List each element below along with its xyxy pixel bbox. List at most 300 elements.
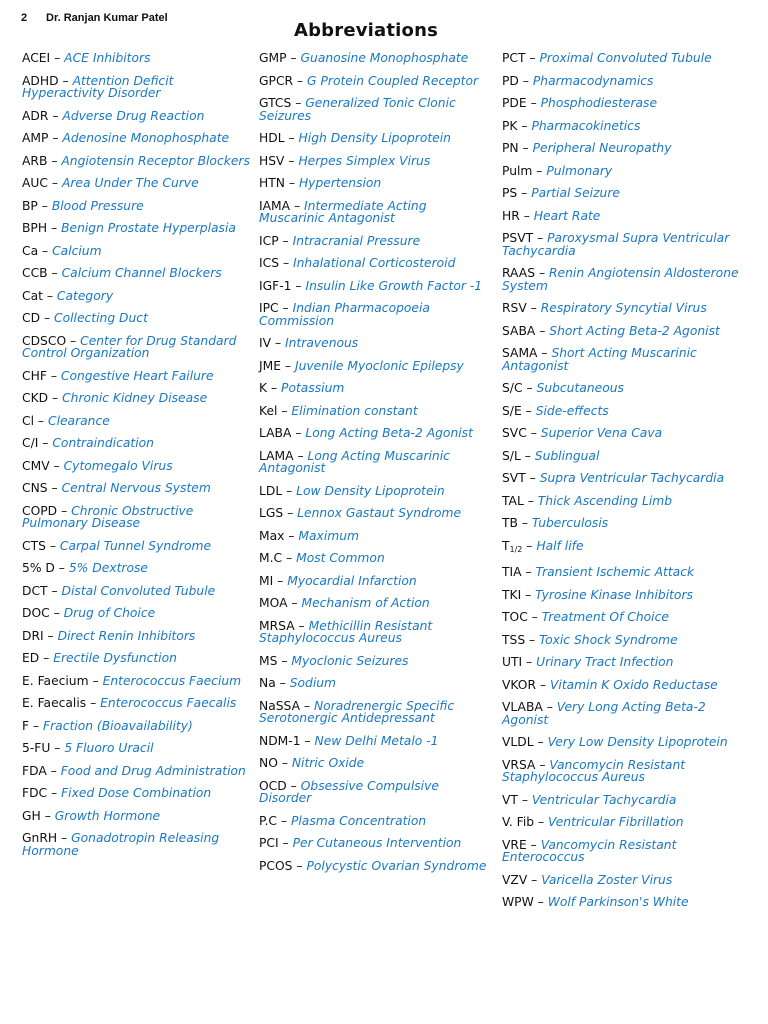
abbreviation-definition: Guanosine Monophosphate xyxy=(300,51,469,65)
abbreviation-term: VT xyxy=(502,792,518,807)
dash-separator: – xyxy=(533,231,548,245)
abbreviation-entry xyxy=(22,155,252,168)
abbreviation-definition: Collecting Duct xyxy=(54,311,148,325)
abbreviation-entry xyxy=(502,302,752,315)
abbreviation-definition: Blood Pressure xyxy=(51,198,144,213)
abbreviation-definition: Treatment Of Choice xyxy=(541,610,669,624)
abbreviation-entry xyxy=(502,589,752,602)
abbreviation-entry xyxy=(502,634,752,647)
abbreviation-entry xyxy=(22,832,252,857)
abbreviation-definition: Benign Prostate Hyperplasia xyxy=(61,221,236,235)
dash-separator: – xyxy=(526,426,541,440)
abbreviation-term: PD xyxy=(502,73,519,88)
abbreviation-term: ICP xyxy=(259,233,279,248)
abbreviation-definition: Wolf Parkinson's White xyxy=(547,895,689,909)
abbreviation-entry xyxy=(259,507,493,520)
abbreviation-term: NO xyxy=(259,756,278,770)
abbreviation-definition: Urinary Tract Infection xyxy=(536,655,674,669)
abbreviation-term: Pulm xyxy=(502,163,533,178)
dash-separator: – xyxy=(278,836,293,850)
abbreviation-definition: Enterococcus Faecium xyxy=(102,673,242,688)
dash-separator: – xyxy=(517,516,532,530)
dash-separator: – xyxy=(537,346,552,360)
abbreviation-definition: Varicella Zoster Virus xyxy=(541,872,673,887)
abbreviation-term: BP xyxy=(22,198,38,213)
abbreviation-term: PDE xyxy=(502,96,527,110)
abbreviation-definition: Fraction (Bioavailability) xyxy=(43,718,193,733)
dash-separator: – xyxy=(526,301,541,315)
abbreviation-term: S/C xyxy=(502,381,523,395)
abbreviation-entry xyxy=(22,482,252,495)
abbreviation-term: VRSA xyxy=(502,757,536,772)
abbreviation-definition: Indian Pharmacopoeia Commission xyxy=(259,301,430,328)
abbreviation-entry xyxy=(259,620,493,645)
abbreviation-term: GnRH xyxy=(22,831,58,845)
abbreviation-entry xyxy=(502,816,752,829)
abbreviation-entry xyxy=(259,405,493,418)
abbreviation-definition: Vitamin K Oxido Reductase xyxy=(550,677,718,692)
abbreviation-term: CCB xyxy=(22,266,48,280)
abbreviation-definition: Per Cutaneous Intervention xyxy=(292,836,462,850)
abbreviation-term: TSS xyxy=(502,632,526,647)
abbreviation-entry xyxy=(502,210,752,223)
dash-separator: – xyxy=(46,763,61,778)
abbreviation-term: ACEI xyxy=(22,51,51,65)
abbreviation-term: S/L xyxy=(502,448,521,463)
abbreviation-definition: Very Long Acting Beta-2 Agonist xyxy=(502,700,706,727)
dash-separator: – xyxy=(54,561,69,575)
abbreviation-entry xyxy=(502,656,752,669)
dash-separator: – xyxy=(34,413,48,428)
dash-separator: – xyxy=(284,176,299,190)
abbreviation-entry xyxy=(502,517,752,530)
abbreviation-term: IAMA xyxy=(259,198,291,213)
abbreviation-term: CDSCO xyxy=(22,333,67,348)
abbreviation-entry xyxy=(259,780,493,805)
abbreviation-entry xyxy=(259,655,493,668)
abbreviation-entry xyxy=(502,75,752,88)
abbreviation-term: CNS xyxy=(22,481,48,495)
dash-separator: – xyxy=(46,368,61,383)
dash-separator: – xyxy=(517,186,532,200)
abbreviation-entry xyxy=(22,437,252,450)
abbreviation-entry xyxy=(259,177,493,190)
dash-separator: – xyxy=(57,831,72,845)
abbreviation-definition: Subcutaneous xyxy=(536,381,624,395)
abbreviation-entry xyxy=(22,110,252,123)
dash-separator: – xyxy=(525,51,540,65)
abbreviation-term: Ca xyxy=(22,243,39,258)
dash-separator: – xyxy=(57,503,72,518)
abbreviation-definition: Congestive Heart Failure xyxy=(60,368,214,383)
dash-separator: – xyxy=(519,208,534,223)
dash-separator: – xyxy=(38,243,53,258)
abbreviation-entry xyxy=(22,810,252,823)
abbreviation-column-2 xyxy=(259,52,493,882)
abbreviation-entry xyxy=(502,679,752,692)
abbreviation-entry xyxy=(502,495,752,508)
abbreviation-entry xyxy=(502,736,752,749)
abbreviation-term: TIA xyxy=(502,565,522,579)
abbreviation-term: DRI xyxy=(22,628,44,643)
abbreviation-term: 5-FU xyxy=(22,741,51,755)
abbreviation-term: GH xyxy=(22,808,41,823)
abbreviation-term: RSV xyxy=(502,301,527,315)
abbreviation-term: NDM-1 xyxy=(259,733,301,748)
abbreviation-term: PSVT xyxy=(502,231,534,245)
abbreviation-definition: Mechanism of Action xyxy=(301,596,430,610)
abbreviation-definition: Transient Ischemic Attack xyxy=(535,565,695,579)
dash-separator: – xyxy=(267,381,282,395)
abbreviation-term: CKD xyxy=(22,391,49,405)
abbreviation-entry xyxy=(259,700,493,725)
abbreviation-definition: Generalized Tonic Clonic Seizures xyxy=(259,96,456,123)
abbreviation-term: V. Fib xyxy=(502,815,535,829)
abbreviation-definition: Adenosine Monophosphate xyxy=(62,131,230,145)
abbreviation-term: JME xyxy=(259,358,282,373)
dash-separator: – xyxy=(38,436,53,450)
dash-separator: – xyxy=(286,51,301,65)
dash-separator: – xyxy=(281,358,295,373)
abbreviation-term: SAMA xyxy=(502,346,538,360)
abbreviation-definition: Contraindication xyxy=(52,436,154,450)
abbreviation-term: UTI xyxy=(502,655,523,669)
abbreviation-definition: Distal Convoluted Tubule xyxy=(61,583,216,598)
abbreviation-definition: Potassium xyxy=(281,381,345,395)
dash-separator: – xyxy=(522,381,537,395)
abbreviation-term: Cat xyxy=(22,288,43,303)
dash-separator: – xyxy=(47,786,62,800)
abbreviation-definition: Plasma Concentration xyxy=(290,813,427,828)
abbreviation-entry xyxy=(502,759,752,784)
abbreviation-term: LABA xyxy=(259,426,292,440)
abbreviation-term: SVT xyxy=(502,471,526,485)
abbreviation-entry xyxy=(502,566,752,579)
dash-separator: – xyxy=(518,141,533,155)
dash-separator: – xyxy=(526,837,541,852)
abbreviation-entry xyxy=(22,267,252,280)
abbreviation-term: CD xyxy=(22,311,41,325)
dash-separator: – xyxy=(48,391,63,405)
dash-separator: – xyxy=(521,565,536,579)
abbreviation-definition: Area Under The Curve xyxy=(61,176,199,190)
abbreviation-term: PS xyxy=(502,186,518,200)
abbreviation-term: VLDL xyxy=(502,735,534,749)
abbreviation-definition: Half life xyxy=(536,538,584,553)
abbreviation-definition: Chronic Kidney Disease xyxy=(62,391,208,405)
page-header xyxy=(0,0,768,48)
abbreviation-entry xyxy=(259,337,493,350)
abbreviation-definition: Sublingual xyxy=(534,448,600,463)
dash-separator: – xyxy=(271,336,286,350)
abbreviation-definition: Angiotensin Receptor Blockers xyxy=(61,153,250,168)
abbreviation-entry xyxy=(259,97,493,122)
dash-separator: – xyxy=(527,872,542,887)
abbreviation-definition: Peripheral Neuropathy xyxy=(532,141,672,155)
abbreviation-entry xyxy=(22,52,252,65)
dash-separator: – xyxy=(277,756,292,770)
abbreviation-definition: Long Acting Muscarinic Antagonist xyxy=(259,448,450,475)
dash-separator: – xyxy=(535,757,550,772)
abbreviation-term: ICS xyxy=(259,256,280,270)
dash-separator: – xyxy=(290,198,305,213)
abbreviation-definition: Myocardial Infarction xyxy=(287,573,417,588)
abbreviation-entry xyxy=(22,392,252,405)
abbreviation-definition: Calcium xyxy=(52,243,102,258)
abbreviation-term: Kel xyxy=(259,403,278,418)
dash-separator: – xyxy=(292,858,307,873)
abbreviation-entry xyxy=(502,611,752,624)
abbreviation-term: MRSA xyxy=(259,618,295,633)
dash-separator: – xyxy=(277,653,292,668)
abbreviation-entry xyxy=(259,382,493,395)
abbreviation-definition: Toxic Shock Syndrome xyxy=(539,632,678,647)
abbreviation-definition: Paroxysmal Supra Ventricular Tachycardia xyxy=(502,231,730,258)
abbreviation-definition: Central Nervous System xyxy=(61,481,211,495)
abbreviation-term: MI xyxy=(259,573,274,588)
abbreviation-entry xyxy=(259,860,493,873)
abbreviation-term: GPCR xyxy=(259,73,294,88)
abbreviation-entry xyxy=(502,52,752,65)
abbreviation-definition: Supra Ventricular Tachycardia xyxy=(539,471,725,485)
abbreviation-entry xyxy=(22,245,252,258)
abbreviation-definition: Methicillin Resistant Staphylococcus Aureus xyxy=(259,618,433,645)
abbreviation-term: HDL xyxy=(259,131,285,145)
abbreviation-entry xyxy=(22,290,252,303)
abbreviation-entry xyxy=(502,839,752,864)
abbreviation-definition: Most Common xyxy=(296,551,385,565)
abbreviation-term: K xyxy=(259,381,268,395)
abbreviation-entry xyxy=(22,765,252,778)
abbreviation-term: DOC xyxy=(22,606,50,620)
dash-separator: – xyxy=(520,448,535,463)
dash-separator: – xyxy=(300,733,315,748)
abbreviation-term: CTS xyxy=(22,538,46,553)
abbreviation-term: Na xyxy=(259,676,276,690)
abbreviation-definition: Phosphodiesterase xyxy=(540,96,658,110)
abbreviation-entry xyxy=(259,552,493,565)
dash-separator: – xyxy=(47,221,62,235)
abbreviation-definition: Intravenous xyxy=(285,336,359,350)
abbreviation-term: CMV xyxy=(22,458,50,473)
abbreviation-entry xyxy=(22,415,252,428)
abbreviation-definition: Enterococcus Faecalis xyxy=(100,696,237,710)
abbreviation-entry xyxy=(22,675,252,688)
abbreviation-term: HTN xyxy=(259,176,285,190)
dash-separator: – xyxy=(534,815,549,829)
abbreviation-definition: Proximal Convoluted Tubule xyxy=(539,51,712,65)
dash-separator: – xyxy=(517,792,532,807)
abbreviation-definition: High Density Lipoprotein xyxy=(298,131,451,145)
abbreviation-definition: Intracranial Pressure xyxy=(292,233,421,248)
abbreviation-definition: Cytomegalo Virus xyxy=(63,458,173,473)
abbreviation-term: T xyxy=(502,538,510,553)
dash-separator: – xyxy=(47,153,62,168)
abbreviation-entry xyxy=(502,450,752,463)
abbreviation-term: COPD xyxy=(22,503,58,518)
abbreviation-entry xyxy=(502,472,752,485)
abbreviation-entry xyxy=(502,120,752,133)
abbreviation-definition: Nitric Oxide xyxy=(291,756,365,770)
abbreviation-definition: Fixed Dose Combination xyxy=(61,786,212,800)
dash-separator: – xyxy=(284,153,299,168)
abbreviation-term: PCOS xyxy=(259,858,293,873)
abbreviation-column-3 xyxy=(502,52,752,919)
abbreviation-entry xyxy=(22,540,252,553)
abbreviation-definition: Obsessive Compulsive Disorder xyxy=(259,778,439,805)
dash-separator: – xyxy=(49,606,64,620)
abbreviation-term: IPC xyxy=(259,301,279,315)
abbreviation-definition: 5 Fluoro Uracil xyxy=(64,741,154,755)
abbreviation-definition: Herpes Simplex Virus xyxy=(298,153,431,168)
abbreviation-term: P.C xyxy=(259,813,277,828)
abbreviation-entry xyxy=(502,267,752,292)
abbreviation-term: IGF-1 xyxy=(259,278,292,293)
abbreviation-definition: Calcium Channel Blockers xyxy=(61,266,222,280)
abbreviation-entry xyxy=(259,427,493,440)
abbreviation-definition: Thick Ascending Limb xyxy=(537,493,673,508)
dash-separator: – xyxy=(287,596,302,610)
abbreviation-entry xyxy=(259,235,493,248)
abbreviation-definition: New Delhi Metalo -1 xyxy=(314,733,439,748)
abbreviation-entry xyxy=(22,312,252,325)
abbreviation-term: PN xyxy=(502,141,519,155)
dash-separator: – xyxy=(284,131,299,145)
dash-separator: – xyxy=(294,618,309,633)
abbreviation-definition: Food and Drug Administration xyxy=(60,763,246,778)
abbreviation-definition: Pharmacokinetics xyxy=(531,118,641,133)
dash-separator: – xyxy=(535,266,549,280)
dash-separator: – xyxy=(282,483,297,498)
abbreviation-definition: Superior Vena Cava xyxy=(540,426,663,440)
dash-separator: – xyxy=(521,403,536,418)
abbreviation-term: F xyxy=(22,718,30,733)
abbreviation-entry xyxy=(259,360,493,373)
abbreviation-entry xyxy=(502,540,752,557)
dash-separator: – xyxy=(293,448,308,463)
abbreviation-definition: Vancomycin Resistant Staphylococcus Aureus xyxy=(502,757,686,784)
abbreviation-term: OCD xyxy=(259,778,287,793)
abbreviation-definition: Pharmacodynamics xyxy=(532,73,654,88)
dash-separator: – xyxy=(535,323,550,338)
abbreviation-definition: Long Acting Beta-2 Agonist xyxy=(305,426,473,440)
abbreviation-definition: Short Acting Muscarinic Antagonist xyxy=(502,346,697,373)
abbreviation-entry xyxy=(502,142,752,155)
abbreviation-entry xyxy=(502,382,752,395)
abbreviation-definition: Heart Rate xyxy=(533,208,601,223)
abbreviation-definition: Very Low Density Lipoprotein xyxy=(547,735,728,749)
abbreviation-entry xyxy=(22,787,252,800)
dash-separator: – xyxy=(525,632,540,647)
dash-separator: – xyxy=(542,700,557,714)
abbreviation-term: LGS xyxy=(259,506,284,520)
dash-separator: – xyxy=(526,96,541,110)
abbreviation-definition: Growth Hormone xyxy=(54,808,161,823)
abbreviation-definition: Short Acting Beta-2 Agonist xyxy=(549,323,720,338)
abbreviation-entry xyxy=(502,347,752,372)
dash-separator: – xyxy=(518,73,533,88)
dash-separator: – xyxy=(29,718,44,733)
abbreviation-term: HR xyxy=(502,208,520,223)
abbreviation-term: ED xyxy=(22,651,40,665)
abbreviation-definition: Carpal Tunnel Syndrome xyxy=(59,538,212,553)
abbreviation-definition: Respiratory Syncytial Virus xyxy=(540,301,707,315)
abbreviation-entry xyxy=(22,177,252,190)
abbreviation-definition: Ventricular Tachycardia xyxy=(531,792,677,807)
abbreviation-entry xyxy=(259,735,493,748)
abbreviation-definition: Inhalational Corticosteroid xyxy=(293,256,456,270)
dash-separator: – xyxy=(47,481,62,495)
dash-separator: – xyxy=(48,108,63,123)
abbreviation-term: WPW xyxy=(502,895,534,909)
abbreviation-definition: Hypertension xyxy=(298,176,382,190)
dash-separator: – xyxy=(40,311,55,325)
abbreviation-definition: Tuberculosis xyxy=(531,516,609,530)
abbreviation-term: TAL xyxy=(502,493,524,508)
dash-separator: – xyxy=(48,131,63,145)
abbreviation-entry xyxy=(502,427,752,440)
dash-separator: – xyxy=(536,677,550,692)
abbreviation-term: VZV xyxy=(502,872,528,887)
dash-separator: – xyxy=(66,333,81,348)
abbreviation-entry xyxy=(502,874,752,887)
dash-separator: – xyxy=(49,458,64,473)
abbreviation-term: RAAS xyxy=(502,266,536,280)
abbreviation-term: FDC xyxy=(22,786,48,800)
dash-separator: – xyxy=(533,735,548,749)
abbreviation-entry xyxy=(259,52,493,65)
abbreviation-entry xyxy=(502,187,752,200)
abbreviation-term: PCI xyxy=(259,836,279,850)
dash-separator: – xyxy=(527,610,542,624)
abbreviation-definition: Category xyxy=(56,288,114,303)
dash-separator: – xyxy=(283,506,298,520)
abbreviation-definition: Insulin Like Growth Factor -1 xyxy=(305,278,483,293)
dash-separator: – xyxy=(43,628,58,643)
abbreviation-definition: Tyrosine Kinase Inhibitors xyxy=(535,587,693,602)
abbreviation-definition: Clearance xyxy=(47,413,110,428)
abbreviation-entry xyxy=(502,794,752,807)
abbreviation-definition: Elimination constant xyxy=(291,403,418,418)
page-title: Abbreviations xyxy=(293,20,439,41)
abbreviation-definition: Lennox Gastaut Syndrome xyxy=(297,506,462,520)
dash-separator: – xyxy=(300,698,314,713)
abbreviation-term: AMP xyxy=(22,131,49,145)
abbreviation-term: LDL xyxy=(259,483,283,498)
dash-separator: – xyxy=(293,73,308,88)
abbreviation-definition: Juvenile Myoclonic Epilepsy xyxy=(294,358,464,373)
abbreviation-term: MS xyxy=(259,653,278,668)
abbreviation-definition: Drug of Choice xyxy=(63,606,156,620)
dash-separator: – xyxy=(275,676,290,690)
abbreviation-term: E. Faecalis xyxy=(22,696,87,710)
abbreviation-definition: Noradrenergic Specific Serotonergic Antidepressant xyxy=(259,698,455,725)
abbreviation-entry xyxy=(259,677,493,690)
dash-separator: – xyxy=(533,895,548,909)
dash-separator: – xyxy=(291,278,306,293)
abbreviation-term: SVC xyxy=(502,426,527,440)
abbreviation-definition: Renin Angiotensin Aldosterone System xyxy=(502,266,739,293)
abbreviation-entry xyxy=(259,837,493,850)
abbreviation-definition: ACE Inhibitors xyxy=(64,51,151,65)
abbreviation-definition: 5% Dextrose xyxy=(68,561,148,575)
abbreviation-entry xyxy=(22,562,252,575)
abbreviation-term: FDA xyxy=(22,763,47,778)
dash-separator: – xyxy=(532,163,547,178)
abbreviation-term: CHF xyxy=(22,368,47,383)
abbreviation-definition: Myoclonic Seizures xyxy=(291,653,409,668)
abbreviation-entry xyxy=(259,302,493,327)
